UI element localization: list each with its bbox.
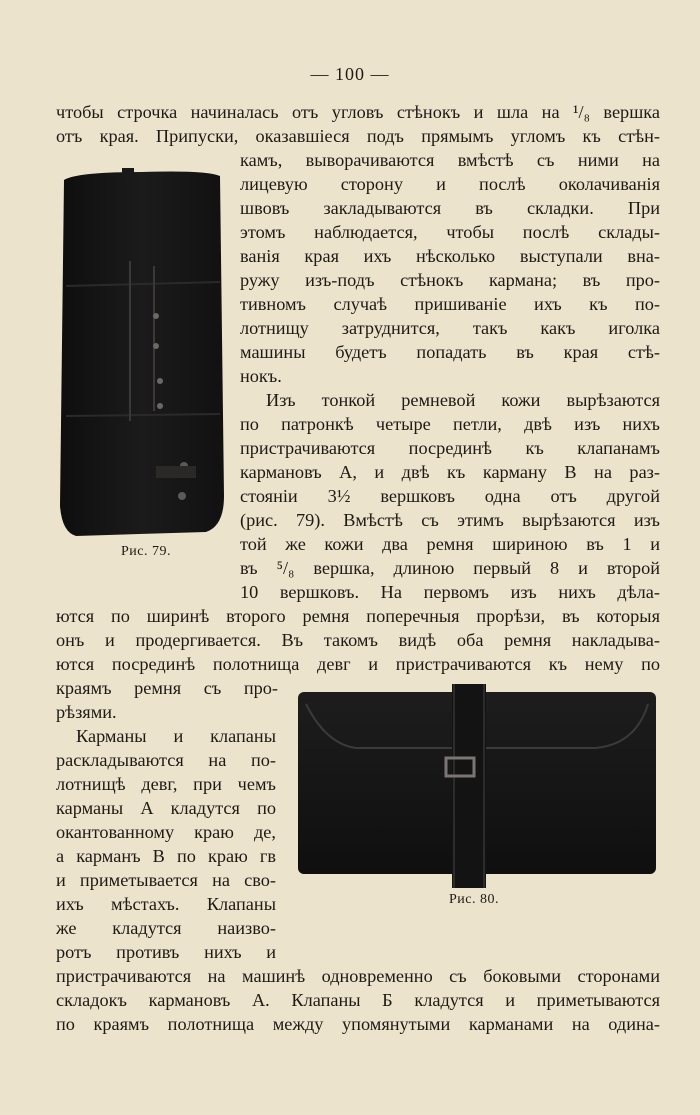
- text-line: складокъ кармановъ А. Клапаны Б кладутся и приметываются: [56, 990, 660, 1010]
- text-line: машины будетъ попадать въ края стѣ-: [240, 342, 660, 362]
- text-line: карманы А кладутся по: [56, 798, 276, 818]
- text-line: отъ края. Припуски, оказавшіеся подъ прямымъ угломъ къ стѣн-: [56, 126, 660, 146]
- text-line: раскладываются на по-: [56, 750, 276, 770]
- text-line: пристрачиваются посрединѣ къ клапанамъ: [240, 438, 660, 458]
- figure-80-caption: Рис. 80.: [449, 892, 499, 907]
- text-line: камъ, выворачиваются вмѣстѣ съ ними на: [240, 150, 660, 170]
- text-line: по краямъ полотнища между упомянутыми карманами на одина-: [56, 1014, 660, 1034]
- text-line: и приметывается на сво-: [56, 870, 276, 890]
- text-line: ружу изъ-подъ стѣнокъ кармана; въ про-: [240, 270, 660, 290]
- leather-case-illustration: [296, 684, 660, 892]
- text-line: ихъ мѣстахъ. Клапаны: [56, 894, 276, 914]
- text-line: а карманъ В по краю гв: [56, 846, 276, 866]
- text-line: (рис. 79). Вмѣстѣ съ этимъ вырѣзаются изъ: [240, 510, 660, 530]
- text-line: тивномъ случаѣ пришиваніе ихъ къ по-: [240, 294, 660, 314]
- text-line: кармановъ А, и двѣ къ карману В на раз-: [240, 462, 660, 482]
- text-line: лотнищу затруднится, такъ какъ иголка: [240, 318, 660, 338]
- figure-80-image: [296, 684, 660, 892]
- text-line: ются посрединѣ полотнища девг и пристрачиваются къ нему по: [56, 654, 660, 674]
- text-line: краямъ ремня съ про-: [56, 678, 278, 698]
- text-line: пристрачиваются на машинѣ одновременно съ боковыми сторонами: [56, 966, 660, 986]
- leather-pocket-panel-illustration: [56, 166, 228, 542]
- page-number: — 100 —: [310, 64, 390, 84]
- text-line: ванія края ихъ нѣсколько выступали вна-: [240, 246, 660, 266]
- text-line: швовъ закладываются въ складки. При: [240, 198, 660, 218]
- text-line: Изъ тонкой ремневой кожи вырѣзаются: [266, 390, 660, 410]
- figure-79-caption: Рис. 79.: [121, 544, 171, 559]
- text-line: по патронкѣ четыре петли, двѣ изъ нихъ: [240, 414, 660, 434]
- text-line: нокъ.: [240, 366, 282, 386]
- text-line: ротъ противъ нихъ и: [56, 942, 276, 962]
- text-line: же кладутся наизво-: [56, 918, 276, 938]
- text-line: окантованному краю де,: [56, 822, 276, 842]
- text-line: стояніи 3½ вершковъ одна отъ другой: [240, 486, 660, 506]
- text-line: той же кожи два ремня шириною въ 1 и: [240, 534, 660, 554]
- text-line: въ ⁵/₈ вершка, длиною первый 8 и второй: [240, 558, 660, 578]
- text-line: рѣзями.: [56, 702, 117, 722]
- text-line: Карманы и клапаны: [76, 726, 276, 746]
- text-line: лицевую сторону и послѣ околачиванія: [240, 174, 660, 194]
- text-line: онъ и продергивается. Въ такомъ видѣ оба ремня накладыва-: [56, 630, 660, 650]
- text-line: 10 вершковъ. На первомъ изъ нихъ дѣла-: [240, 582, 660, 602]
- figure-79-image: [56, 166, 228, 542]
- text-line: этомъ наблюдается, чтобы послѣ склады-: [240, 222, 660, 242]
- text-line: ются по ширинѣ второго ремня поперечныя прорѣзи, въ которыя: [56, 606, 660, 626]
- text-line: чтобы строчка начиналась отъ угловъ стѣнокъ и шла на ¹/₈ вершка: [56, 102, 660, 122]
- text-line: лотнищѣ девг, при чемъ: [56, 774, 276, 794]
